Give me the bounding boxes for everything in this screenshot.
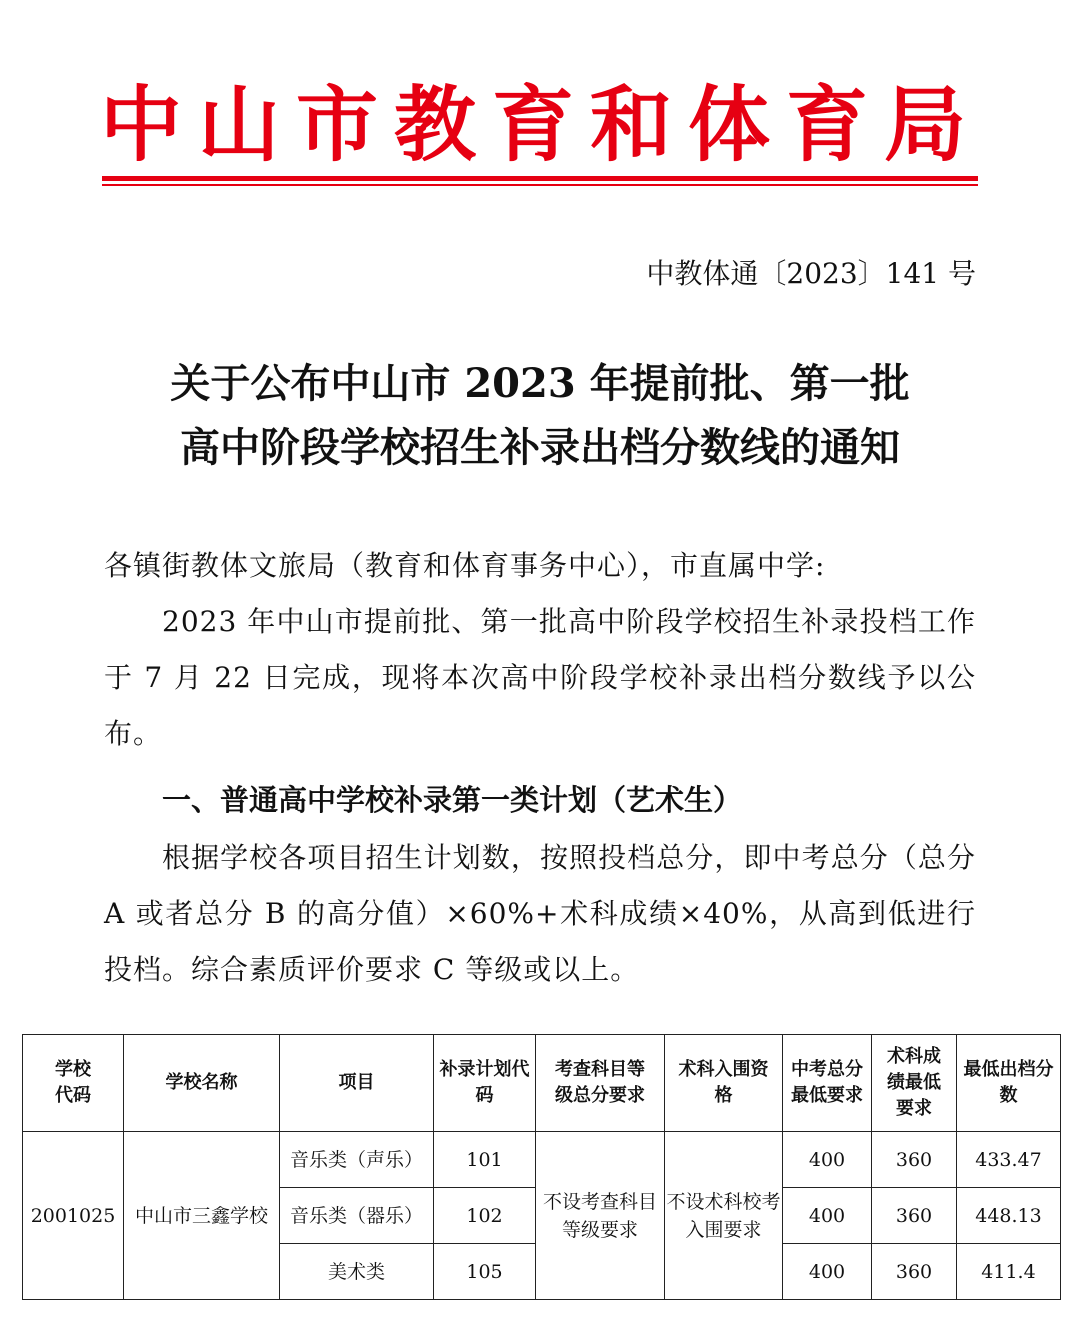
cell-art-qual: 不设术科校考入围要求 (665, 1132, 783, 1300)
header-item: 项目 (280, 1035, 434, 1132)
table-header-row (23, 1035, 1061, 1132)
section-heading: 一、普通高中学校补录第一类计划（艺术生） (162, 783, 743, 817)
cell-school-code: 2001025 (23, 1132, 124, 1300)
cell-item: 音乐类（器乐） (280, 1188, 434, 1244)
header-cutoff: 最低出档分数 (957, 1035, 1061, 1132)
header-plan-code: 补录计划代码 (434, 1035, 536, 1132)
document-title-line2: 高中阶段学校招生补录出档分数线的通知 (180, 424, 900, 471)
cell-exam-min: 400 (783, 1132, 872, 1188)
table-row (23, 1132, 1061, 1188)
header-red-rule (102, 176, 978, 181)
header-art-min: 术科成绩最低要求 (872, 1035, 957, 1132)
cell-item: 美术类 (280, 1244, 434, 1300)
addressee: 各镇街教体文旅局（教育和体育事务中心），市直属中学: (104, 549, 826, 582)
cutoff-score-table (22, 1034, 1061, 1300)
cell-item: 音乐类（声乐） (280, 1132, 434, 1188)
document-title-line1: 关于公布中山市 2023 年提前批、第一批 (170, 360, 910, 407)
header-school-code: 学校代码 (23, 1035, 124, 1132)
cell-cutoff: 448.13 (957, 1188, 1061, 1244)
intro-paragraph: 2023 年中山市提前批、第一批高中阶段学校招生补录投档工作于 7 月 22 日完成，现将本次高中阶段学校补录出档分数线予以公布。 (104, 605, 976, 750)
section-paragraph: 根据学校各项目招生计划数，按照投档总分，即中考总分（总分 A 或者总分 B 的高分值）×60%+术科成绩×40%，从高到低进行投档。综合素质评价要求 C 等级或以上。 (104, 841, 976, 986)
cell-cutoff: 433.47 (957, 1132, 1061, 1188)
header-school-name: 学校名称 (124, 1035, 280, 1132)
header-red-rule-thin (102, 184, 978, 186)
header-subject-req: 考查科目等级总分要求 (536, 1035, 665, 1132)
cell-art-min: 360 (872, 1132, 957, 1188)
cell-plan-code: 101 (434, 1132, 536, 1188)
header-art-qual: 术科入围资格 (665, 1035, 783, 1132)
cell-school-name: 中山市三鑫学校 (124, 1132, 280, 1300)
cell-exam-min: 400 (783, 1188, 872, 1244)
cell-exam-min: 400 (783, 1244, 872, 1300)
cell-plan-code: 105 (434, 1244, 536, 1300)
document-number: 中教体通〔2023〕141 号 (646, 257, 976, 290)
cell-plan-code: 102 (434, 1188, 536, 1244)
cell-art-min: 360 (872, 1244, 957, 1300)
agency-name: 中山市教育和体育局 (100, 78, 983, 173)
header-exam-min: 中考总分最低要求 (783, 1035, 872, 1132)
cell-cutoff: 411.4 (957, 1244, 1061, 1300)
cell-art-min: 360 (872, 1188, 957, 1244)
cell-subject-req: 不设考查科目等级要求 (536, 1132, 665, 1300)
